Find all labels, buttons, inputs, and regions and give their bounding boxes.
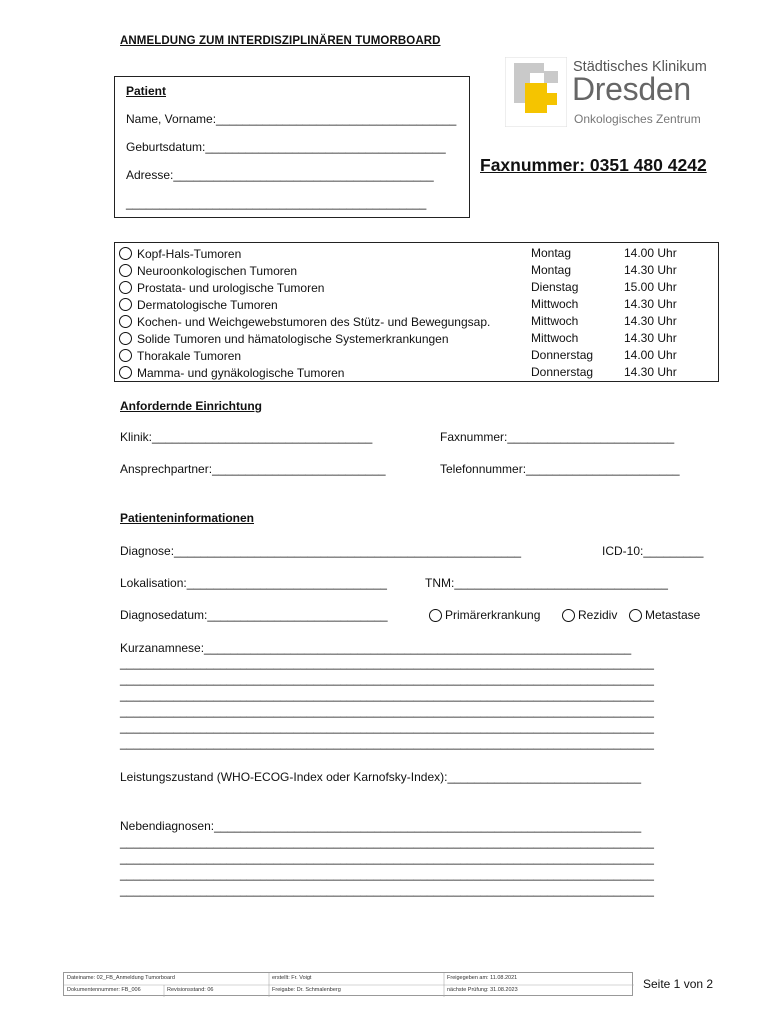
- tnm-line: ________________________________: [454, 576, 668, 590]
- patient-heading: Patient: [126, 84, 167, 98]
- board-name: Kochen- und Weichgewebstumoren des Stütz- und Bewegungsap.: [137, 314, 491, 329]
- option-label: Primärerkrankung: [445, 608, 541, 622]
- tnm-label: TNM:: [425, 576, 455, 590]
- logo-line2: Dresden: [572, 71, 691, 107]
- board-day: Mittwoch: [531, 314, 579, 328]
- logo-mark-icon: [505, 57, 567, 127]
- fax-number: Faxnummer: 0351 480 4242: [480, 155, 707, 175]
- address-extra-field[interactable]: [126, 196, 426, 210]
- logo-line1: Städtisches Klinikum: [573, 59, 707, 75]
- board-day: Donnerstag: [531, 348, 594, 362]
- clinic-line: _________________________________: [152, 430, 373, 444]
- icd-label: ICD-10:: [602, 544, 644, 558]
- address-line: _______________________________________: [173, 168, 434, 182]
- address-extra-line: _____________________________________________: [126, 196, 427, 210]
- performance-field[interactable]: [120, 770, 641, 784]
- board-time: 14.30 Uhr: [624, 331, 677, 345]
- radio-circle-icon[interactable]: [119, 315, 132, 328]
- anamnesis-field[interactable]: [120, 641, 631, 655]
- clinic-label: Klinik:: [120, 430, 153, 444]
- phone-label: Telefonnummer:: [440, 462, 527, 476]
- page-number: Seite 1 von 2: [643, 977, 714, 991]
- board-option[interactable]: [119, 330, 449, 347]
- radio-circle-icon[interactable]: [119, 349, 132, 362]
- name-field[interactable]: [126, 112, 456, 126]
- birthdate-label: Geburtsdatum:: [126, 140, 206, 154]
- board-time: 14.30 Uhr: [624, 365, 677, 379]
- localisation-line: ______________________________: [186, 576, 387, 590]
- name-line: ____________________________________: [216, 112, 457, 126]
- address-label: Adresse:: [126, 168, 174, 182]
- board-name: Kopf-Hals-Tumoren: [137, 246, 242, 261]
- icd-field[interactable]: [602, 544, 703, 558]
- board-time: 15.00 Uhr: [624, 280, 677, 294]
- performance-line: _____________________________: [447, 770, 642, 784]
- localisation-label: Lokalisation:: [120, 576, 187, 590]
- board-day: Mittwoch: [531, 331, 579, 345]
- anamnesis-extra-line[interactable]: ________________________________________________________________________________: [120, 688, 654, 702]
- contact-label: Ansprechpartner:: [120, 462, 213, 476]
- performance-label: Leistungszustand (WHO-ECOG-Index oder Karnofsky-Index):: [120, 770, 448, 784]
- diagnosis-date-field[interactable]: [120, 608, 388, 622]
- radio-circle-icon[interactable]: [562, 609, 575, 622]
- name-label: Name, Vorname:: [126, 112, 217, 126]
- contact-line: __________________________: [212, 462, 386, 476]
- board-day: Montag: [531, 263, 572, 277]
- option-recurrence[interactable]: [562, 608, 617, 622]
- board-day: Montag: [531, 246, 572, 260]
- board-time: 14.30 Uhr: [624, 314, 677, 328]
- board-time: 14.00 Uhr: [624, 246, 677, 260]
- board-option[interactable]: [119, 296, 278, 313]
- tumorboard-selection: [114, 242, 719, 382]
- clinic-logo: [505, 57, 715, 127]
- birthdate-field[interactable]: [126, 140, 446, 154]
- board-option[interactable]: [119, 347, 241, 364]
- anamnesis-line: ________________________________________________________________: [204, 641, 632, 655]
- radio-circle-icon[interactable]: [119, 366, 132, 379]
- diagnosis-field[interactable]: [120, 544, 521, 558]
- board-name: Solide Tumoren und hämatologische Systemerkrankungen: [137, 331, 449, 346]
- board-name: Thorakale Tumoren: [137, 348, 242, 363]
- radio-circle-icon[interactable]: [629, 609, 642, 622]
- birthdate-line: ____________________________________: [205, 140, 446, 154]
- localisation-field[interactable]: [120, 576, 387, 590]
- radio-circle-icon[interactable]: [429, 609, 442, 622]
- board-option[interactable]: [119, 279, 324, 296]
- board-name: Prostata- und urologische Tumoren: [137, 280, 325, 295]
- clinic-field[interactable]: [120, 430, 372, 444]
- secondary-extra-line[interactable]: ________________________________________________________________________________: [120, 883, 654, 897]
- radio-circle-icon[interactable]: [119, 281, 132, 294]
- footer-next-review: nächste Prüfung: 31.08.2023: [447, 987, 518, 993]
- diagnosis-line: ____________________________________________________: [174, 544, 522, 558]
- option-label: Rezidiv: [578, 608, 618, 622]
- anamnesis-extra-line[interactable]: ________________________________________________________________________________: [120, 720, 654, 734]
- contact-field[interactable]: [120, 462, 386, 476]
- anamnesis-extra-line[interactable]: ________________________________________________________________________________: [120, 672, 654, 686]
- diagnosis-date-line: ___________________________: [207, 608, 388, 622]
- document-footer: [63, 972, 633, 996]
- address-field[interactable]: [126, 168, 434, 182]
- logo-line3: Onkologisches Zentrum: [574, 112, 701, 126]
- board-name: Dermatologische Tumoren: [137, 297, 278, 312]
- secondary-extra-line[interactable]: ________________________________________________________________________________: [120, 851, 654, 865]
- board-option[interactable]: [119, 313, 490, 330]
- footer-approved: Freigabe: Dr. Schmalenberg: [272, 987, 341, 993]
- secondary-extra-line[interactable]: ________________________________________________________________________________: [120, 867, 654, 881]
- diagnosis-date-label: Diagnosedatum:: [120, 608, 208, 622]
- board-option[interactable]: [119, 364, 344, 381]
- requester-fax-line: _________________________: [507, 430, 675, 444]
- diagnosis-label: Diagnose:: [120, 544, 175, 558]
- radio-circle-icon[interactable]: [119, 332, 132, 345]
- anamnesis-extra-line[interactable]: ________________________________________________________________________________: [120, 656, 654, 670]
- tnm-field[interactable]: [425, 576, 668, 590]
- phone-field[interactable]: [440, 462, 680, 476]
- icd-line: _________: [643, 544, 704, 558]
- footer-created: erstellt: Fr. Voigt: [272, 975, 312, 981]
- form-title: ANMELDUNG ZUM INTERDISZIPLINÄREN TUMORBOARD: [120, 35, 441, 47]
- board-day: Mittwoch: [531, 297, 579, 311]
- board-day: Dienstag: [531, 280, 579, 294]
- phone-line: _______________________: [526, 462, 680, 476]
- anamnesis-extra-line[interactable]: ________________________________________________________________________________: [120, 736, 654, 750]
- secondary-extra-line[interactable]: ________________________________________________________________________________: [120, 835, 654, 849]
- option-primary[interactable]: [429, 608, 540, 622]
- board-day: Donnerstag: [531, 365, 594, 379]
- footer-released: Freigegeben am: 11.08.2021: [447, 975, 518, 981]
- secondary-diagnoses-field[interactable]: [120, 819, 641, 833]
- board-time: 14.30 Uhr: [624, 263, 677, 277]
- requester-heading: Anfordernde Einrichtung: [120, 399, 262, 413]
- board-name: Mamma- und gynäkologische Tumoren: [137, 365, 345, 380]
- radio-circle-icon[interactable]: [119, 298, 132, 311]
- patient-section: [114, 76, 470, 218]
- board-option[interactable]: [119, 262, 297, 279]
- secondary-diagnoses-line: ________________________________________________________________: [214, 819, 642, 833]
- patient-info-heading: Patienteninformationen: [120, 511, 255, 525]
- option-metastasis[interactable]: [629, 608, 700, 622]
- secondary-diagnoses-label: Nebendiagnosen:: [120, 819, 215, 833]
- footer-docnumber: Dokumentennummer: FB_006: [67, 987, 141, 993]
- option-label: Metastase: [645, 608, 701, 622]
- requester-fax-field[interactable]: [440, 430, 674, 444]
- board-time: 14.00 Uhr: [624, 348, 677, 362]
- footer-filename: Dateiname: 02_FB_Anmeldung Tumorboard: [67, 975, 175, 981]
- footer-revision: Revisionsstand: 06: [167, 987, 214, 993]
- anamnesis-extra-line[interactable]: ________________________________________________________________________________: [120, 704, 654, 718]
- radio-circle-icon[interactable]: [119, 264, 132, 277]
- requester-fax-label: Faxnummer:: [440, 430, 508, 444]
- radio-circle-icon[interactable]: [119, 247, 132, 260]
- board-name: Neuroonkologischen Tumoren: [137, 263, 298, 278]
- board-time: 14.30 Uhr: [624, 297, 677, 311]
- anamnesis-label: Kurzanamnese:: [120, 641, 205, 655]
- board-option[interactable]: [119, 245, 241, 262]
